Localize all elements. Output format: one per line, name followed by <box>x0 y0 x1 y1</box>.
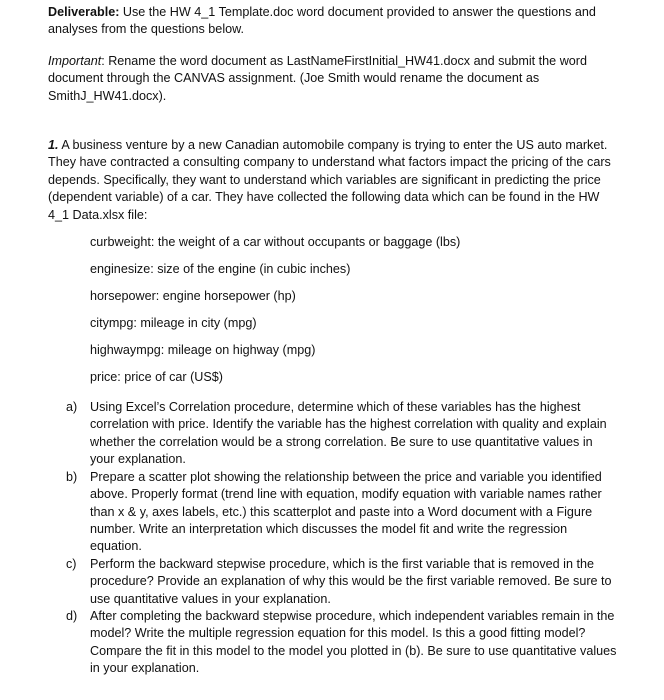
subquestion-b <box>66 469 620 556</box>
subquestion-letter: a) <box>66 400 78 415</box>
subquestion-text: Using Excel’s Correlation procedure, determine which of these variables has the highest correlation with price. Identify the variable has the highest correlation with quality and explain whether the correlation would be a strong correlation. Be sure to use quantitative values in your explanation. <box>90 400 607 467</box>
subquestion-list <box>66 399 620 678</box>
subquestion-letter: b) <box>66 469 78 484</box>
question-1-number: 1. <box>48 138 59 153</box>
subquestion-letter: d) <box>66 608 78 623</box>
question-1-text: A business venture by a new Canadian automobile company is trying to enter the US auto market. They have contracted a consulting company to understand what factors impact the pricing of the cars depends. Specifically, they want to understand which variables are significant in predicting the price (dependent variable) of a car. They have collected the following data which can be found in the HW 4_1 Data.xlsx file: <box>48 138 611 222</box>
variable-list <box>90 234 620 396</box>
variable-item: horsepower: engine horsepower (hp) <box>90 289 296 304</box>
subquestion-c <box>66 556 620 608</box>
subquestion-a <box>66 399 620 469</box>
variable-item: highwaympg: mileage on highway (mpg) <box>90 343 316 358</box>
important-text: : Rename the word document as LastNameFirstInitial_HW41.docx and submit the word document through the CANVAS assignment. (Joe Smith would rename the document as SmithJ_HW41.docx). <box>48 53 587 103</box>
variable-item: price: price of car (US$) <box>90 370 223 385</box>
important-label: Important <box>48 53 102 68</box>
subquestion-letter: c) <box>66 556 77 571</box>
document-page <box>48 4 620 678</box>
subquestion-d <box>66 608 620 678</box>
deliverable-label: Deliverable: <box>48 5 120 19</box>
subquestion-text: Prepare a scatter plot showing the relationship between the price and variable you identified above. Properly format (trend line with equation, modify equation with variable names rather than x & y, axes labels, etc.) this scatterplot and paste into a Word document with a Figure number. Write an interpretation which discusses the model fit and write the regression equation. <box>90 469 602 554</box>
deliverable-text: Use the HW 4_1 Template.doc word document provided to answer the questions and analyses from the questions below. <box>48 5 596 37</box>
important-paragraph <box>48 53 620 105</box>
variable-item: curbweight: the weight of a car without occupants or baggage (lbs) <box>90 235 461 250</box>
variable-item: citympg: mileage in city (mpg) <box>90 316 257 331</box>
question-1-paragraph <box>48 137 620 224</box>
spacer <box>48 119 620 137</box>
variable-item: enginesize: size of the engine (in cubic inches) <box>90 262 351 277</box>
subquestion-text: Perform the backward stepwise procedure, which is the first variable that is removed in the procedure? Provide an explanation of why this would be the first variable removed. Be sure to use quantitative values in your explanation. <box>90 556 612 606</box>
deliverable-paragraph <box>48 4 620 39</box>
subquestion-text: After completing the backward stepwise procedure, which independent variables remain in the model? Write the multiple regression equation for this model. Is this a good fitting model? Compare the fit in this model to the model you plotted in (b). Be sure to use quantitative values in your explanation. <box>90 608 617 676</box>
